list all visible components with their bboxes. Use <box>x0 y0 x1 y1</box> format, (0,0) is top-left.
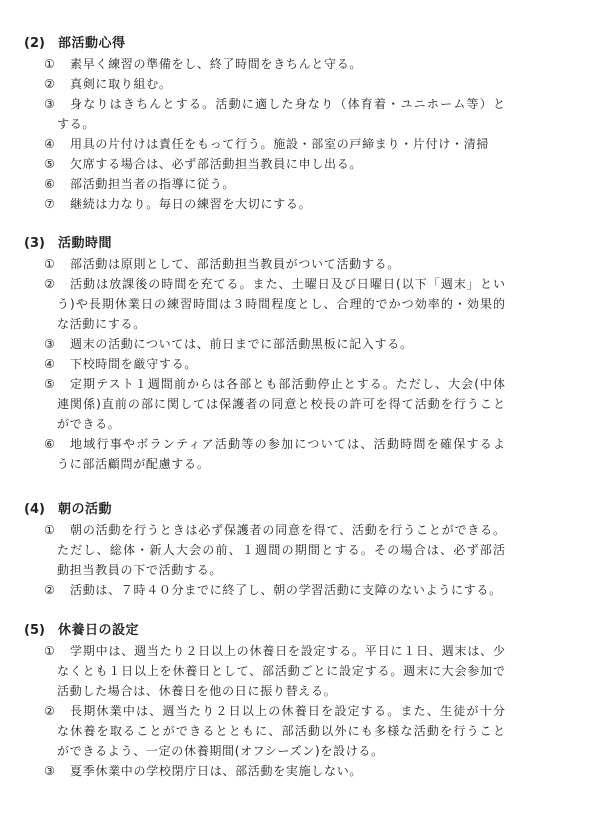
item-text-line: 用具の片付けは責任をもって行う。施設・部室の戸締まり・片付け・清掃 <box>70 137 490 151</box>
item-text-line: な休養を取ることができるとともに、部活動以外にも多様な活動を行うこと <box>57 724 505 738</box>
list-item <box>0 134 616 154</box>
list-item <box>0 154 616 174</box>
item-text-line: うに部活顧問が配慮する。 <box>57 457 210 471</box>
item-text-line: 部活動は原則として、部活動担当教員がついて活動する。 <box>70 257 400 271</box>
item-number: ② <box>44 704 55 718</box>
list-item <box>0 334 616 354</box>
item-text-line: 活動は、７時４０分までに終了し、朝の学習活動に支障のないようにする。 <box>70 583 502 597</box>
item-text-line: う)や長期休業日の練習時間は３時間程度とし、合理的でかつ効率的・効果的 <box>57 297 505 311</box>
section-heading <box>0 34 616 54</box>
item-number: ④ <box>44 357 55 371</box>
item-text-line: 継続は力なり。毎日の練習を大切にする。 <box>70 197 312 211</box>
item-text-line: 身なりはきちんとする。活動に適した身なり（体育着・ユニホーム等）と <box>70 97 505 111</box>
item-text-line: 夏季休業中の学校閉庁日は、部活動を実施しない。 <box>70 764 363 778</box>
section-number: (2) <box>24 36 45 51</box>
item-text-line: 学期中は、週当たり２日以上の休養日を設定する。平日に１日、週末は、少 <box>70 644 505 658</box>
item-number: ⑥ <box>44 177 55 191</box>
item-number: ⑤ <box>44 377 55 391</box>
item-number: ⑦ <box>44 197 55 211</box>
item-text-line: 週末の活動については、前日までに部活動黒板に記入する。 <box>70 337 413 351</box>
item-text-line: ができるよう、一定の休養期間(オフシーズン)を設ける。 <box>57 744 384 758</box>
item-text-line: なくとも１日以上を休養日として、部活動ごとに設定する。週末に大会参加で <box>57 664 505 678</box>
item-text-line: 欠席する場合は、必ず部活動担当教員に申し出る。 <box>70 157 363 171</box>
list-item <box>0 54 616 74</box>
item-text-line: 定期テスト１週間前からは各部とも部活動停止とする。ただし、大会(中体 <box>70 377 505 391</box>
item-number: ④ <box>44 137 55 151</box>
list-item <box>0 194 616 214</box>
item-text-line: 朝の活動を行うときは必ず保護者の同意を得て、活動を行うことができる。 <box>70 523 505 537</box>
section <box>0 234 616 474</box>
item-text-line: 真剣に取り組む。 <box>70 77 172 91</box>
item-text-line: 連関係)直前の部に関しては保護者の同意と校長の許可を得て活動を行うこと <box>57 397 505 411</box>
section-heading <box>0 621 616 641</box>
item-number: ② <box>44 277 55 291</box>
list-item <box>0 354 616 374</box>
item-number: ① <box>44 644 55 658</box>
item-text-line: 動担当教員の下で活動する。 <box>57 563 223 577</box>
item-number: ③ <box>44 97 55 111</box>
list-item <box>0 254 616 274</box>
item-number: ① <box>44 57 55 71</box>
item-text-line: 素早く練習の準備をし、終了時間をきちんと守る。 <box>70 57 363 71</box>
item-text-line: 下校時間を厳守する。 <box>70 357 198 371</box>
item-text-line: 活動は放課後の時間を充てる。また、土曜日及び日曜日(以下「週末」とい <box>70 277 505 291</box>
section <box>0 621 616 781</box>
list-item <box>0 701 616 761</box>
item-number: ⑤ <box>44 157 55 171</box>
item-text-line: 地域行事やボランティア活動等の参加については、活動時間を確保するよ <box>70 437 505 451</box>
item-text-line: する。 <box>57 117 96 131</box>
section-number: (4) <box>24 502 45 517</box>
list-item <box>0 374 616 434</box>
item-text-line: ができる。 <box>57 417 121 431</box>
section-heading <box>0 500 616 520</box>
item-text-line: 部活動担当者の指導に従う。 <box>70 177 236 191</box>
list-item <box>0 434 616 474</box>
item-number: ② <box>44 77 55 91</box>
item-text-line: 活動した場合は、休養日を他の日に振り替える。 <box>57 684 337 698</box>
list-item <box>0 174 616 194</box>
item-text-line: な活動にする。 <box>57 317 146 331</box>
section <box>0 500 616 600</box>
list-item <box>0 74 616 94</box>
section-number: (3) <box>24 236 45 251</box>
section-title: 部活動心得 <box>58 36 126 51</box>
list-item <box>0 94 616 134</box>
section-heading <box>0 234 616 254</box>
section-title: 休養日の設定 <box>58 623 140 638</box>
item-number: ① <box>44 523 55 537</box>
item-text-line: 長期休業中は、週当たり２日以上の休養日を設定する。また、生徒が十分 <box>70 704 505 718</box>
item-number: ② <box>44 583 55 597</box>
item-number: ① <box>44 257 55 271</box>
section-title: 朝の活動 <box>58 502 113 517</box>
item-number: ③ <box>44 337 55 351</box>
section-number: (5) <box>24 623 45 638</box>
section <box>0 34 616 214</box>
list-item <box>0 580 616 600</box>
section-title: 活動時間 <box>58 236 113 251</box>
list-item <box>0 761 616 781</box>
item-number: ③ <box>44 764 55 778</box>
item-text-line: ただし、総体・新人大会の前、１週間の期間とする。その場合は、必ず部活 <box>57 543 505 557</box>
list-item <box>0 274 616 334</box>
list-item <box>0 520 616 580</box>
list-item <box>0 641 616 701</box>
item-number: ⑥ <box>44 437 55 451</box>
